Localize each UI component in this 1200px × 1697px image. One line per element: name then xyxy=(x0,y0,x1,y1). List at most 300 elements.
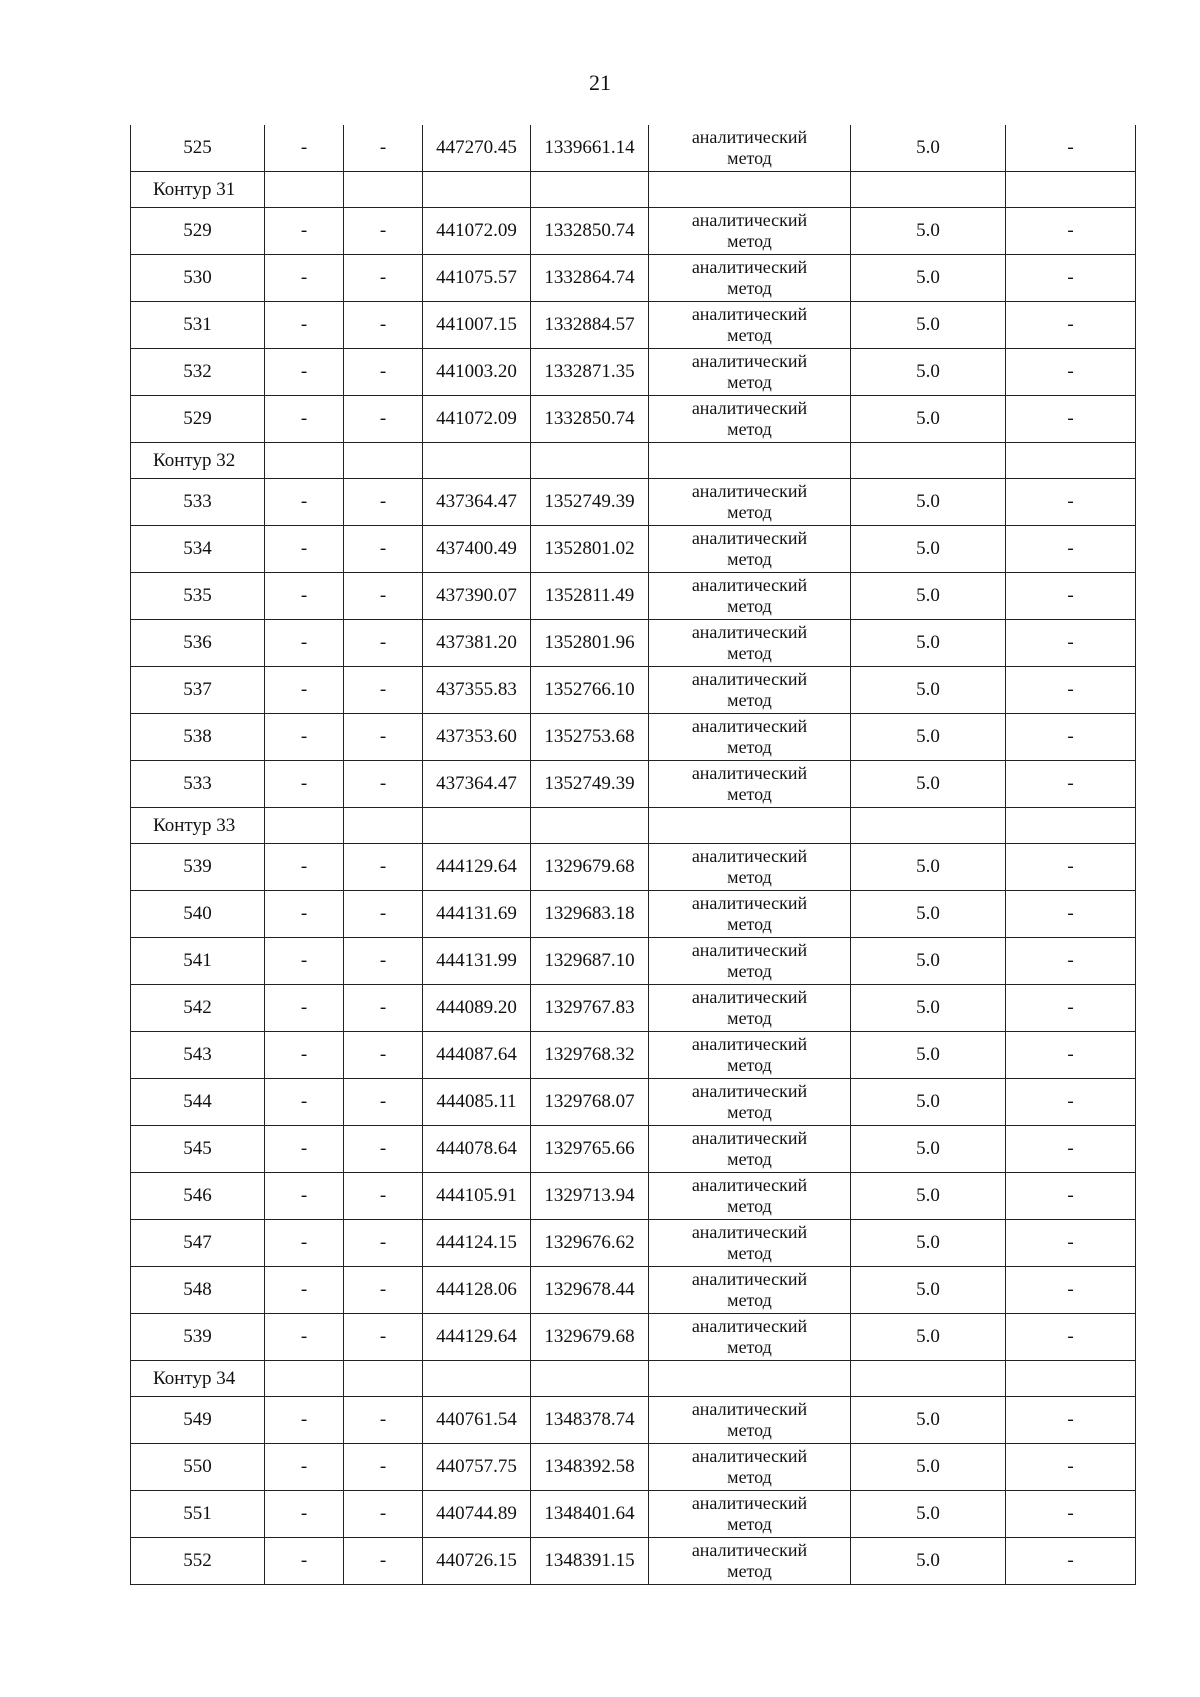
dash-cell: - xyxy=(344,1126,423,1173)
x-coordinate-cell: 444089.20 xyxy=(423,985,531,1032)
method-cell xyxy=(649,1444,851,1491)
method-line-2: метод xyxy=(727,278,772,298)
contour-label: Контур 32 xyxy=(131,443,265,479)
dash-cell: - xyxy=(344,985,423,1032)
y-coordinate-cell: 1329679.68 xyxy=(531,1314,649,1361)
accuracy-cell: 5.0 xyxy=(851,1267,1006,1314)
empty-cell xyxy=(531,172,649,208)
dash-cell: - xyxy=(344,1444,423,1491)
dash-cell: - xyxy=(1006,255,1136,302)
dash-cell: - xyxy=(1006,1397,1136,1444)
dash-cell: - xyxy=(1006,396,1136,443)
method-cell xyxy=(649,573,851,620)
dash-cell: - xyxy=(344,349,423,396)
dash-cell: - xyxy=(1006,526,1136,573)
point-number-cell: 532 xyxy=(131,349,265,396)
method-cell xyxy=(649,302,851,349)
y-coordinate-cell: 1352753.68 xyxy=(531,714,649,761)
method-line-2: метод xyxy=(727,1008,772,1028)
table-row xyxy=(131,714,1136,761)
table-row xyxy=(131,396,1136,443)
method-line-1: аналитический xyxy=(691,1081,808,1101)
method-line-2: метод xyxy=(727,867,772,887)
accuracy-cell: 5.0 xyxy=(851,891,1006,938)
method-cell xyxy=(649,844,851,891)
x-coordinate-cell: 441072.09 xyxy=(423,396,531,443)
accuracy-cell: 5.0 xyxy=(851,1444,1006,1491)
contour-label: Контур 31 xyxy=(131,172,265,208)
method-line-2: метод xyxy=(727,1337,772,1357)
dash-cell: - xyxy=(1006,985,1136,1032)
table-row xyxy=(131,479,1136,526)
dash-cell: - xyxy=(344,526,423,573)
method-line-1: аналитический xyxy=(691,304,808,324)
method-line-2: метод xyxy=(727,737,772,757)
table-row xyxy=(131,844,1136,891)
method-cell xyxy=(649,1397,851,1444)
method-line-1: аналитический xyxy=(691,622,808,642)
y-coordinate-cell: 1332884.57 xyxy=(531,302,649,349)
y-coordinate-cell: 1348391.15 xyxy=(531,1538,649,1585)
method-line-1: аналитический xyxy=(691,763,808,783)
accuracy-cell: 5.0 xyxy=(851,1126,1006,1173)
x-coordinate-cell: 444131.99 xyxy=(423,938,531,985)
method-line-1: аналитический xyxy=(691,127,808,147)
x-coordinate-cell: 444105.91 xyxy=(423,1173,531,1220)
method-line-2: метод xyxy=(727,1243,772,1263)
method-line-2: метод xyxy=(727,914,772,934)
method-line-1: аналитический xyxy=(691,1493,808,1513)
dash-cell: - xyxy=(344,761,423,808)
x-coordinate-cell: 437381.20 xyxy=(423,620,531,667)
point-number-cell: 541 xyxy=(131,938,265,985)
method-line-2: метод xyxy=(727,148,772,168)
point-number-cell: 534 xyxy=(131,526,265,573)
method-line-1: аналитический xyxy=(691,1446,808,1466)
method-line-1: аналитический xyxy=(691,669,808,689)
table-row xyxy=(131,1444,1136,1491)
method-line-1: аналитический xyxy=(691,1269,808,1289)
coordinates-table xyxy=(130,125,1136,1585)
x-coordinate-cell: 437364.47 xyxy=(423,479,531,526)
accuracy-cell: 5.0 xyxy=(851,714,1006,761)
point-number-cell: 546 xyxy=(131,1173,265,1220)
accuracy-cell: 5.0 xyxy=(851,667,1006,714)
point-number-cell: 529 xyxy=(131,208,265,255)
method-line-2: метод xyxy=(727,690,772,710)
method-line-1: аналитический xyxy=(691,351,808,371)
point-number-cell: 544 xyxy=(131,1079,265,1126)
dash-cell: - xyxy=(265,761,344,808)
y-coordinate-cell: 1352766.10 xyxy=(531,667,649,714)
point-number-cell: 543 xyxy=(131,1032,265,1079)
method-line-2: метод xyxy=(727,596,772,616)
method-line-2: метод xyxy=(727,1196,772,1216)
method-line-1: аналитический xyxy=(691,1034,808,1054)
x-coordinate-cell: 444085.11 xyxy=(423,1079,531,1126)
dash-cell: - xyxy=(1006,1267,1136,1314)
method-cell xyxy=(649,1079,851,1126)
y-coordinate-cell: 1329687.10 xyxy=(531,938,649,985)
y-coordinate-cell: 1329679.68 xyxy=(531,844,649,891)
y-coordinate-cell: 1352801.96 xyxy=(531,620,649,667)
empty-cell xyxy=(851,808,1006,844)
x-coordinate-cell: 444124.15 xyxy=(423,1220,531,1267)
table-row xyxy=(131,1314,1136,1361)
method-cell xyxy=(649,396,851,443)
dash-cell: - xyxy=(344,620,423,667)
method-cell xyxy=(649,938,851,985)
dash-cell: - xyxy=(344,1267,423,1314)
x-coordinate-cell: 444129.64 xyxy=(423,1314,531,1361)
table-row xyxy=(131,891,1136,938)
x-coordinate-cell: 444128.06 xyxy=(423,1267,531,1314)
dash-cell: - xyxy=(265,208,344,255)
method-line-2: метод xyxy=(727,1149,772,1169)
accuracy-cell: 5.0 xyxy=(851,526,1006,573)
point-number-cell: 545 xyxy=(131,1126,265,1173)
empty-cell xyxy=(649,1361,851,1397)
dash-cell: - xyxy=(1006,938,1136,985)
x-coordinate-cell: 444087.64 xyxy=(423,1032,531,1079)
dash-cell: - xyxy=(265,714,344,761)
y-coordinate-cell: 1348401.64 xyxy=(531,1491,649,1538)
empty-cell xyxy=(649,808,851,844)
table-row xyxy=(131,302,1136,349)
method-line-2: метод xyxy=(727,1420,772,1440)
y-coordinate-cell: 1332871.35 xyxy=(531,349,649,396)
dash-cell: - xyxy=(1006,1491,1136,1538)
method-cell xyxy=(649,1314,851,1361)
y-coordinate-cell: 1332850.74 xyxy=(531,396,649,443)
dash-cell: - xyxy=(265,1173,344,1220)
dash-cell: - xyxy=(344,396,423,443)
x-coordinate-cell: 440761.54 xyxy=(423,1397,531,1444)
dash-cell: - xyxy=(265,349,344,396)
accuracy-cell: 5.0 xyxy=(851,208,1006,255)
point-number-cell: 537 xyxy=(131,667,265,714)
dash-cell: - xyxy=(344,938,423,985)
empty-cell xyxy=(851,172,1006,208)
dash-cell: - xyxy=(1006,1314,1136,1361)
accuracy-cell: 5.0 xyxy=(851,1491,1006,1538)
method-cell xyxy=(649,620,851,667)
method-cell xyxy=(649,526,851,573)
dash-cell: - xyxy=(344,1032,423,1079)
method-cell xyxy=(649,1491,851,1538)
dash-cell: - xyxy=(344,208,423,255)
x-coordinate-cell: 437400.49 xyxy=(423,526,531,573)
table-row xyxy=(131,349,1136,396)
y-coordinate-cell: 1348392.58 xyxy=(531,1444,649,1491)
dash-cell: - xyxy=(265,396,344,443)
point-number-cell: 530 xyxy=(131,255,265,302)
x-coordinate-cell: 441007.15 xyxy=(423,302,531,349)
empty-cell xyxy=(423,172,531,208)
dash-cell: - xyxy=(344,302,423,349)
method-line-1: аналитический xyxy=(691,1399,808,1419)
accuracy-cell: 5.0 xyxy=(851,125,1006,172)
y-coordinate-cell: 1352749.39 xyxy=(531,479,649,526)
dash-cell: - xyxy=(265,1220,344,1267)
table-row xyxy=(131,526,1136,573)
dash-cell: - xyxy=(344,479,423,526)
dash-cell: - xyxy=(265,1444,344,1491)
method-cell xyxy=(649,255,851,302)
method-line-2: метод xyxy=(727,372,772,392)
accuracy-cell: 5.0 xyxy=(851,396,1006,443)
dash-cell: - xyxy=(265,302,344,349)
x-coordinate-cell: 441075.57 xyxy=(423,255,531,302)
dash-cell: - xyxy=(265,1538,344,1585)
empty-cell xyxy=(531,443,649,479)
y-coordinate-cell: 1329683.18 xyxy=(531,891,649,938)
dash-cell: - xyxy=(265,1079,344,1126)
y-coordinate-cell: 1352801.02 xyxy=(531,526,649,573)
method-line-2: метод xyxy=(727,1561,772,1581)
method-line-1: аналитический xyxy=(691,1175,808,1195)
dash-cell: - xyxy=(344,714,423,761)
method-line-2: метод xyxy=(727,1055,772,1075)
dash-cell: - xyxy=(344,1079,423,1126)
table-row xyxy=(131,1220,1136,1267)
point-number-cell: 539 xyxy=(131,1314,265,1361)
dash-cell: - xyxy=(265,620,344,667)
dash-cell: - xyxy=(344,1491,423,1538)
method-line-1: аналитический xyxy=(691,1316,808,1336)
method-line-1: аналитический xyxy=(691,1540,808,1560)
method-line-2: метод xyxy=(727,502,772,522)
table-row xyxy=(131,667,1136,714)
accuracy-cell: 5.0 xyxy=(851,844,1006,891)
point-number-cell: 551 xyxy=(131,1491,265,1538)
empty-cell xyxy=(851,443,1006,479)
accuracy-cell: 5.0 xyxy=(851,255,1006,302)
dash-cell: - xyxy=(1006,302,1136,349)
contour-header-row xyxy=(131,1361,1136,1397)
dash-cell: - xyxy=(1006,573,1136,620)
dash-cell: - xyxy=(1006,620,1136,667)
y-coordinate-cell: 1329768.07 xyxy=(531,1079,649,1126)
method-line-2: метод xyxy=(727,325,772,345)
x-coordinate-cell: 444129.64 xyxy=(423,844,531,891)
point-number-cell: 540 xyxy=(131,891,265,938)
y-coordinate-cell: 1329767.83 xyxy=(531,985,649,1032)
empty-cell xyxy=(649,443,851,479)
accuracy-cell: 5.0 xyxy=(851,1538,1006,1585)
method-line-1: аналитический xyxy=(691,398,808,418)
contour-header-row xyxy=(131,443,1136,479)
point-number-cell: 549 xyxy=(131,1397,265,1444)
dash-cell: - xyxy=(344,125,423,172)
accuracy-cell: 5.0 xyxy=(851,1397,1006,1444)
empty-cell xyxy=(1006,443,1136,479)
table-row xyxy=(131,1397,1136,1444)
dash-cell: - xyxy=(265,891,344,938)
dash-cell: - xyxy=(1006,714,1136,761)
table-row xyxy=(131,208,1136,255)
method-line-1: аналитический xyxy=(691,1222,808,1242)
method-cell xyxy=(649,1220,851,1267)
empty-cell xyxy=(531,1361,649,1397)
method-cell xyxy=(649,349,851,396)
page-number: 21 xyxy=(589,70,611,95)
dash-cell: - xyxy=(1006,125,1136,172)
y-coordinate-cell: 1348378.74 xyxy=(531,1397,649,1444)
method-cell xyxy=(649,479,851,526)
dash-cell: - xyxy=(344,1397,423,1444)
method-line-1: аналитический xyxy=(691,257,808,277)
method-line-1: аналитический xyxy=(691,481,808,501)
point-number-cell: 548 xyxy=(131,1267,265,1314)
method-cell xyxy=(649,1032,851,1079)
dash-cell: - xyxy=(344,1538,423,1585)
accuracy-cell: 5.0 xyxy=(851,985,1006,1032)
method-line-1: аналитический xyxy=(691,528,808,548)
dash-cell: - xyxy=(265,1126,344,1173)
method-cell xyxy=(649,1126,851,1173)
accuracy-cell: 5.0 xyxy=(851,302,1006,349)
dash-cell: - xyxy=(344,1314,423,1361)
method-line-2: метод xyxy=(727,961,772,981)
y-coordinate-cell: 1329676.62 xyxy=(531,1220,649,1267)
dash-cell: - xyxy=(1006,208,1136,255)
empty-cell xyxy=(423,808,531,844)
x-coordinate-cell: 437355.83 xyxy=(423,667,531,714)
method-line-2: метод xyxy=(727,643,772,663)
accuracy-cell: 5.0 xyxy=(851,1173,1006,1220)
accuracy-cell: 5.0 xyxy=(851,573,1006,620)
method-cell xyxy=(649,761,851,808)
empty-cell xyxy=(423,1361,531,1397)
empty-cell xyxy=(265,443,344,479)
table-row xyxy=(131,125,1136,172)
x-coordinate-cell: 437364.47 xyxy=(423,761,531,808)
empty-cell xyxy=(1006,808,1136,844)
empty-cell xyxy=(265,1361,344,1397)
y-coordinate-cell: 1352749.39 xyxy=(531,761,649,808)
empty-cell xyxy=(344,1361,423,1397)
empty-cell xyxy=(423,443,531,479)
empty-cell xyxy=(344,443,423,479)
dash-cell: - xyxy=(344,891,423,938)
method-cell xyxy=(649,985,851,1032)
table-row xyxy=(131,1079,1136,1126)
y-coordinate-cell: 1332850.74 xyxy=(531,208,649,255)
dash-cell: - xyxy=(1006,1173,1136,1220)
x-coordinate-cell: 437353.60 xyxy=(423,714,531,761)
empty-cell xyxy=(265,172,344,208)
empty-cell xyxy=(851,1361,1006,1397)
table-row xyxy=(131,573,1136,620)
dash-cell: - xyxy=(344,573,423,620)
point-number-cell: 533 xyxy=(131,761,265,808)
dash-cell: - xyxy=(1006,1079,1136,1126)
dash-cell: - xyxy=(1006,1444,1136,1491)
x-coordinate-cell: 447270.45 xyxy=(423,125,531,172)
method-line-2: метод xyxy=(727,1514,772,1534)
y-coordinate-cell: 1329765.66 xyxy=(531,1126,649,1173)
dash-cell: - xyxy=(1006,1220,1136,1267)
dash-cell: - xyxy=(265,573,344,620)
y-coordinate-cell: 1329678.44 xyxy=(531,1267,649,1314)
table-row xyxy=(131,255,1136,302)
method-line-1: аналитический xyxy=(691,1128,808,1148)
dash-cell: - xyxy=(265,479,344,526)
method-line-1: аналитический xyxy=(691,846,808,866)
dash-cell: - xyxy=(1006,1032,1136,1079)
method-cell xyxy=(649,1267,851,1314)
method-cell xyxy=(649,1538,851,1585)
x-coordinate-cell: 444078.64 xyxy=(423,1126,531,1173)
dash-cell: - xyxy=(1006,1538,1136,1585)
table-row xyxy=(131,620,1136,667)
method-line-2: метод xyxy=(727,1467,772,1487)
table-row xyxy=(131,1126,1136,1173)
table-row xyxy=(131,1267,1136,1314)
dash-cell: - xyxy=(344,844,423,891)
contour-label: Контур 33 xyxy=(131,808,265,844)
accuracy-cell: 5.0 xyxy=(851,761,1006,808)
dash-cell: - xyxy=(265,938,344,985)
method-line-2: метод xyxy=(727,784,772,804)
dash-cell: - xyxy=(265,1267,344,1314)
dash-cell: - xyxy=(1006,891,1136,938)
method-line-2: метод xyxy=(727,419,772,439)
dash-cell: - xyxy=(265,1491,344,1538)
point-number-cell: 547 xyxy=(131,1220,265,1267)
x-coordinate-cell: 440726.15 xyxy=(423,1538,531,1585)
table-row xyxy=(131,985,1136,1032)
dash-cell: - xyxy=(344,1173,423,1220)
coordinates-table-body xyxy=(131,125,1136,1585)
point-number-cell: 539 xyxy=(131,844,265,891)
method-cell xyxy=(649,1173,851,1220)
dash-cell: - xyxy=(265,1397,344,1444)
accuracy-cell: 5.0 xyxy=(851,349,1006,396)
dash-cell: - xyxy=(265,844,344,891)
empty-cell xyxy=(344,808,423,844)
method-line-1: аналитический xyxy=(691,987,808,1007)
dash-cell: - xyxy=(1006,667,1136,714)
method-line-1: аналитический xyxy=(691,893,808,913)
point-number-cell: 525 xyxy=(131,125,265,172)
contour-header-row xyxy=(131,808,1136,844)
x-coordinate-cell: 441003.20 xyxy=(423,349,531,396)
dash-cell: - xyxy=(265,1032,344,1079)
table-row xyxy=(131,1032,1136,1079)
empty-cell xyxy=(531,808,649,844)
point-number-cell: 552 xyxy=(131,1538,265,1585)
point-number-cell: 531 xyxy=(131,302,265,349)
method-cell xyxy=(649,714,851,761)
point-number-cell: 529 xyxy=(131,396,265,443)
method-line-1: аналитический xyxy=(691,940,808,960)
y-coordinate-cell: 1339661.14 xyxy=(531,125,649,172)
empty-cell xyxy=(649,172,851,208)
x-coordinate-cell: 441072.09 xyxy=(423,208,531,255)
dash-cell: - xyxy=(1006,1126,1136,1173)
accuracy-cell: 5.0 xyxy=(851,1314,1006,1361)
dash-cell: - xyxy=(344,667,423,714)
point-number-cell: 536 xyxy=(131,620,265,667)
point-number-cell: 535 xyxy=(131,573,265,620)
accuracy-cell: 5.0 xyxy=(851,620,1006,667)
dash-cell: - xyxy=(265,985,344,1032)
point-number-cell: 550 xyxy=(131,1444,265,1491)
table-row xyxy=(131,938,1136,985)
table-row xyxy=(131,761,1136,808)
